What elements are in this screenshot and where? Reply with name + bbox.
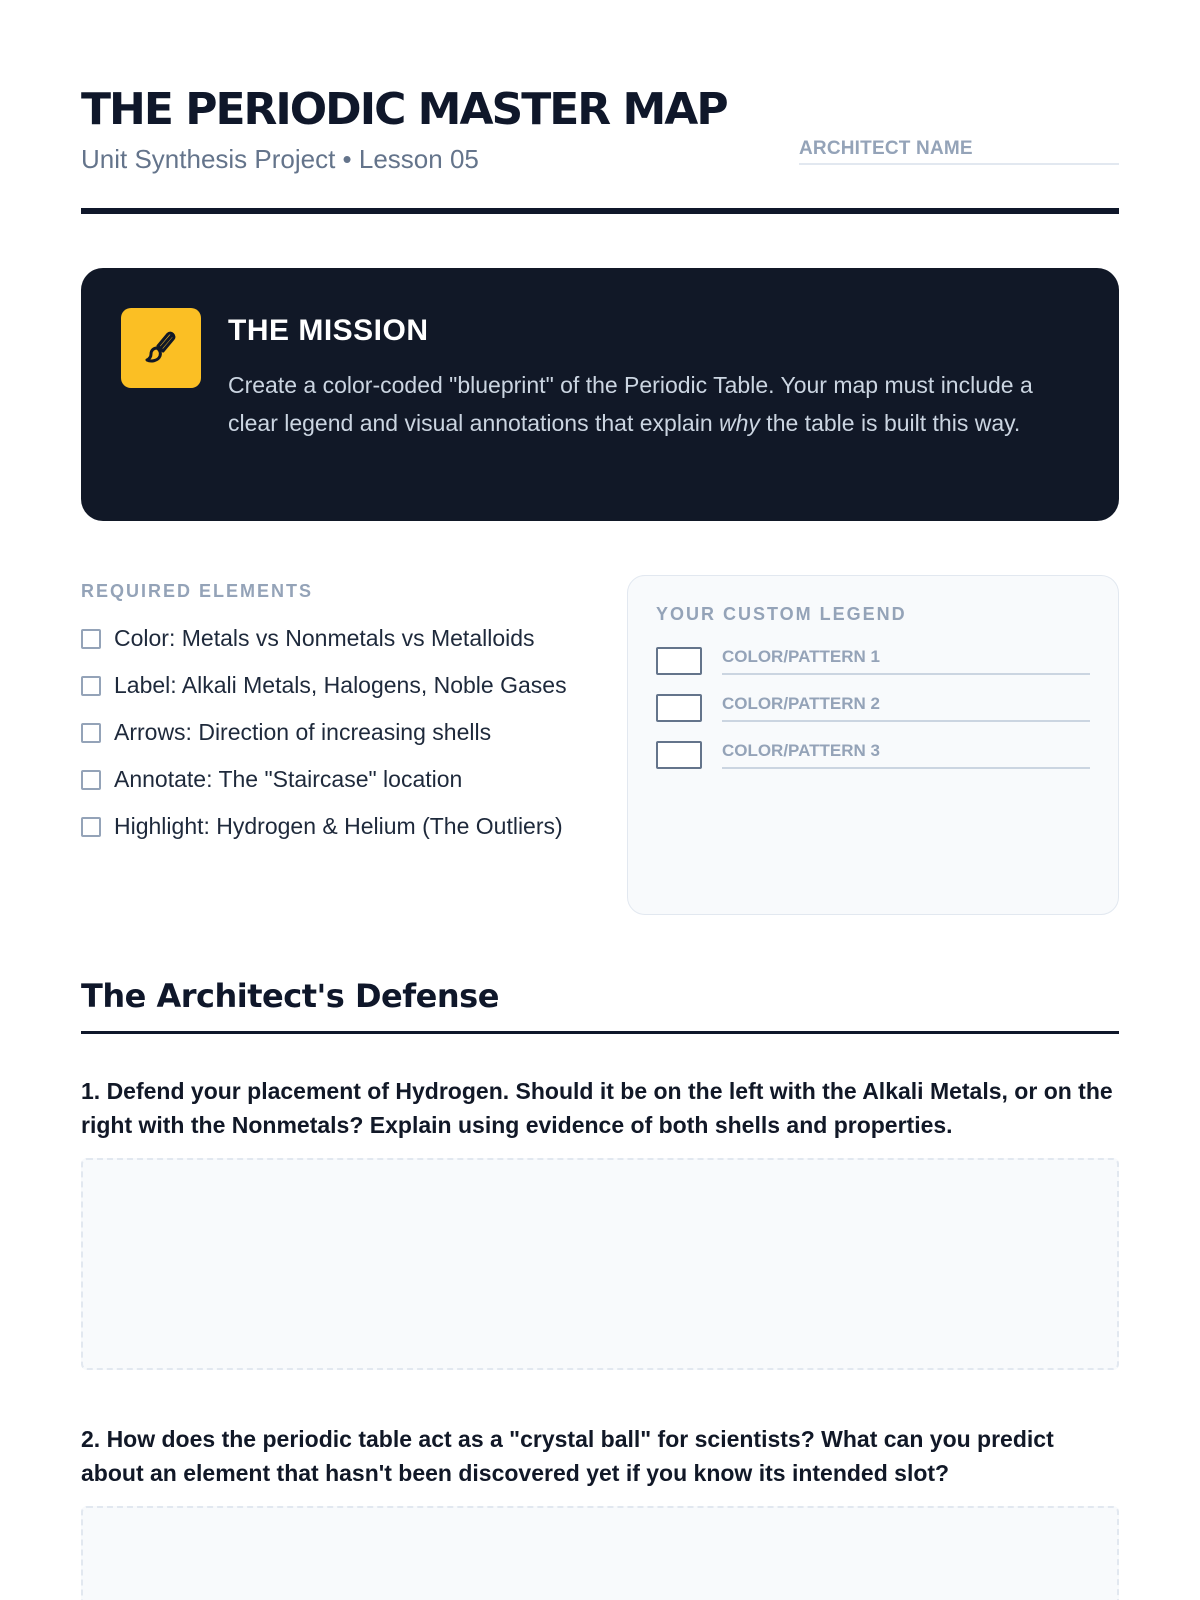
legend-entry-field[interactable]: COLOR/PATTERN 3 [722, 741, 1090, 769]
checklist-item [81, 763, 580, 796]
defense-section [81, 977, 1119, 1600]
legend-row [656, 647, 1090, 675]
checkbox[interactable] [81, 629, 101, 649]
required-elements-label: REQUIRED ELEMENTS [81, 581, 314, 601]
checkbox[interactable] [81, 723, 101, 743]
answer-box-2[interactable] [81, 1506, 1119, 1600]
custom-legend-card [627, 575, 1119, 915]
required-elements-list [81, 622, 580, 843]
checklist-item [81, 716, 580, 749]
checklist-item [81, 669, 580, 702]
checkbox[interactable] [81, 817, 101, 837]
requirements-section [81, 575, 1119, 915]
legend-rows [656, 647, 1090, 769]
paintbrush-icon [121, 308, 201, 388]
question-2: 2. How does the periodic table act as a "crystal ball" for scientists? What can you predict about an element that hasn't been discovered yet if you know its intended slot? [81, 1426, 1054, 1486]
checklist-item [81, 622, 580, 655]
mission-body [228, 308, 1079, 479]
mission-text-emphasis: why [719, 410, 760, 436]
defense-title: The Architect's Defense [81, 977, 1119, 1034]
checklist-item-label: Highlight: Hydrogen & Helium (The Outliers) [114, 813, 563, 839]
page-title: THE PERIODIC MASTER MAP [81, 84, 727, 135]
legend-row [656, 741, 1090, 769]
color-swatch[interactable] [656, 647, 702, 675]
mission-text-part: the table is built this way. [759, 410, 1021, 436]
custom-legend-label: YOUR CUSTOM LEGEND [655, 604, 907, 624]
checkbox[interactable] [81, 676, 101, 696]
mission-card [81, 268, 1119, 521]
mission-title: THE MISSION [228, 314, 429, 347]
checklist-item-label: Arrows: Direction of increasing shells [114, 719, 492, 745]
checklist-item-label: Annotate: The "Staircase" location [114, 766, 463, 792]
legend-entry-field[interactable]: COLOR/PATTERN 2 [722, 694, 1090, 722]
color-swatch[interactable] [656, 741, 702, 769]
legend-entry-field[interactable]: COLOR/PATTERN 1 [722, 647, 1090, 675]
checklist-item [81, 810, 580, 843]
worksheet-header [81, 0, 1119, 214]
color-swatch[interactable] [656, 694, 702, 722]
checklist-item-label: Label: Alkali Metals, Halogens, Noble Gases [114, 672, 567, 698]
checklist-item-label: Color: Metals vs Nonmetals vs Metalloids [114, 625, 535, 651]
architect-name-field[interactable]: ARCHITECT NAME [799, 138, 1119, 165]
answer-box-1[interactable] [81, 1158, 1119, 1370]
mission-text [228, 366, 1079, 442]
legend-row [656, 694, 1090, 722]
question-1: 1. Defend your placement of Hydrogen. Should it be on the left with the Alkali Metals, or on the right with the Nonmetals? Explain using evidence of both shells and properties. [81, 1078, 1113, 1138]
required-elements [81, 575, 580, 915]
page-subtitle: Unit Synthesis Project • Lesson 05 [81, 144, 479, 174]
checkbox[interactable] [81, 770, 101, 790]
mission-text-part: Create a color-coded "blueprint" of the Periodic Table. Your map must include a clear legend and visual annotations that explain [228, 372, 1033, 436]
